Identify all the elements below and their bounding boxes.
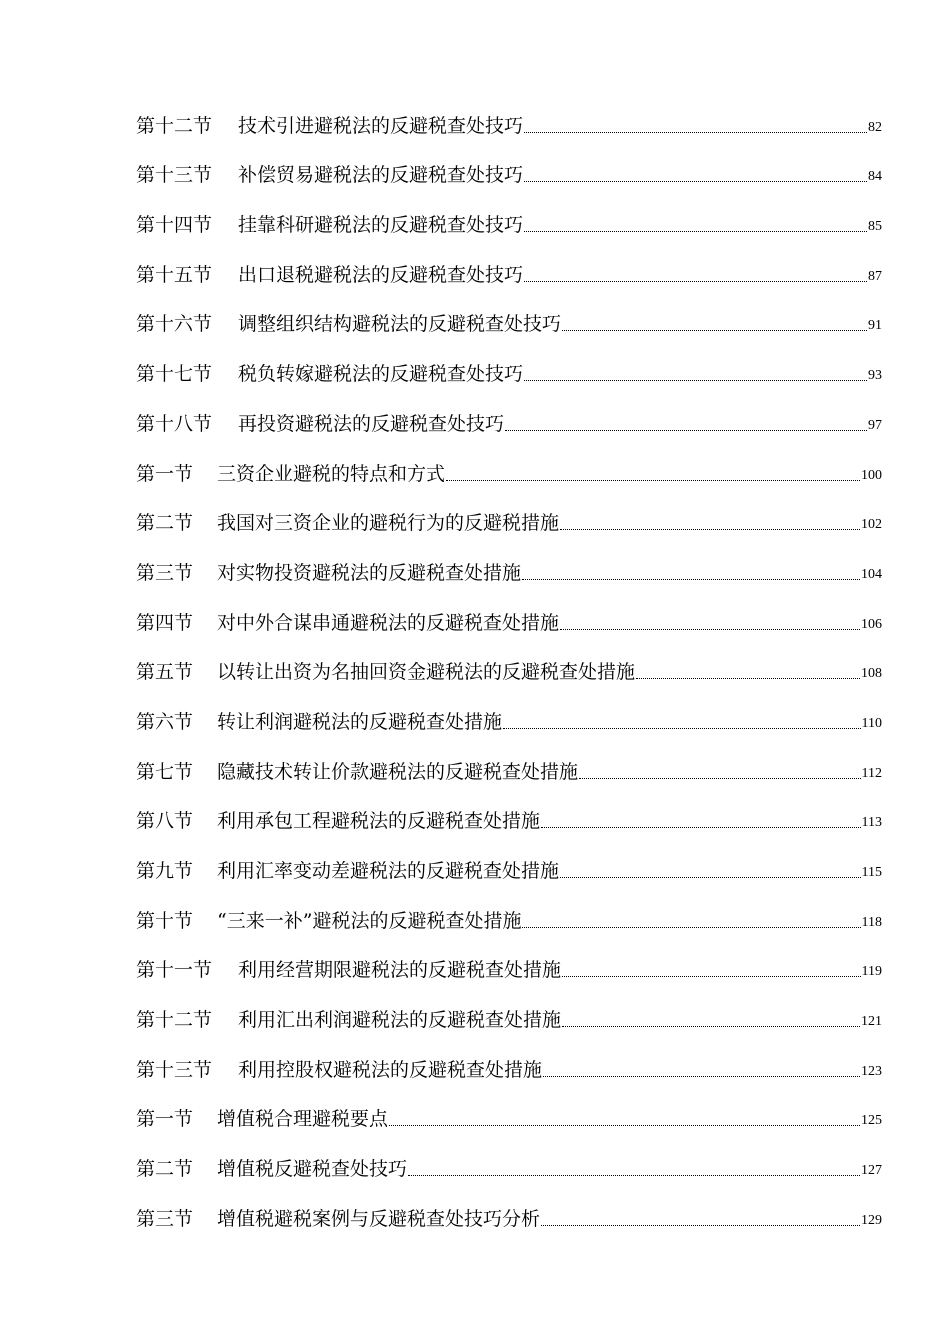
toc-section-title: 增值税避税案例与反避税查处技巧分析 xyxy=(217,1207,541,1230)
toc-page-number: 100 xyxy=(861,467,882,483)
toc-section-title: 再投资避税法的反避税查处技巧 xyxy=(238,412,505,435)
toc-section-title: 以转让出资为名抽回资金避税法的反避税查处措施 xyxy=(217,661,636,684)
toc-section-number: 第二节 xyxy=(136,512,194,535)
toc-leader-dots xyxy=(541,826,860,828)
table-of-contents xyxy=(136,88,882,1231)
toc-leader-dots xyxy=(524,180,867,182)
toc-leader-dots xyxy=(562,975,860,977)
toc-leader-dots xyxy=(562,329,867,331)
toc-page-number: 113 xyxy=(861,815,882,831)
toc-page-number: 102 xyxy=(861,517,882,533)
toc-section-title: 转让利润避税法的反避税查处措施 xyxy=(217,710,503,733)
toc-section-title: 增值税反避税查处技巧 xyxy=(217,1158,408,1181)
toc-entry[interactable] xyxy=(136,535,882,585)
toc-leader-dots xyxy=(560,528,860,530)
toc-entry[interactable] xyxy=(136,1131,882,1181)
toc-section-number: 第十四节 xyxy=(136,214,213,237)
toc-page-number: 106 xyxy=(861,616,882,632)
toc-leader-dots xyxy=(408,1174,860,1176)
toc-section-title: 三资企业避税的特点和方式 xyxy=(217,462,446,485)
toc-page-number: 93 xyxy=(868,368,882,384)
toc-section-title: 挂靠科研避税法的反避税查处技巧 xyxy=(238,214,524,237)
toc-entry[interactable] xyxy=(136,784,882,834)
toc-page-number: 123 xyxy=(861,1063,882,1079)
toc-page-number: 127 xyxy=(861,1163,882,1179)
toc-page-number: 129 xyxy=(861,1212,882,1228)
toc-leader-dots xyxy=(503,727,860,729)
toc-section-title: 隐藏技术转让价款避税法的反避税查处措施 xyxy=(217,760,579,783)
toc-section-title: 技术引进避税法的反避税查处技巧 xyxy=(238,114,524,137)
toc-section-title: 对中外合谋串通避税法的反避税查处措施 xyxy=(217,611,560,634)
toc-section-number: 第三节 xyxy=(136,561,194,584)
toc-section-number: 第一节 xyxy=(136,462,194,485)
toc-section-number: 第十三节 xyxy=(136,1058,213,1081)
toc-section-number: 第十一节 xyxy=(136,959,213,982)
toc-section-title: 利用汇率变动差避税法的反避税查处措施 xyxy=(217,860,560,882)
toc-section-title: 对实物投资避税法的反避税查处措施 xyxy=(217,561,522,584)
toc-section-title: “三来一补”避税法的反避税查处措施 xyxy=(217,909,522,932)
toc-entry[interactable] xyxy=(136,138,882,188)
toc-leader-dots xyxy=(579,777,860,779)
toc-section-number: 第八节 xyxy=(136,810,194,833)
toc-section-title: 出口退税避税法的反避税查处技巧 xyxy=(238,263,524,286)
toc-leader-dots xyxy=(562,1025,860,1027)
toc-entry[interactable] xyxy=(136,436,882,486)
toc-entry[interactable] xyxy=(136,1181,882,1231)
toc-entry[interactable] xyxy=(136,287,882,337)
toc-entry[interactable] xyxy=(136,933,882,983)
toc-section-number: 第十节 xyxy=(136,909,194,932)
toc-section-title: 利用控股权避税法的反避税查处措施 xyxy=(238,1058,543,1081)
toc-section-title: 利用经营期限避税法的反避税查处措施 xyxy=(238,959,562,982)
toc-section-number: 第三节 xyxy=(136,1207,194,1230)
toc-section-title: 利用承包工程避税法的反避税查处措施 xyxy=(217,810,541,833)
toc-leader-dots xyxy=(560,876,860,878)
toc-leader-dots xyxy=(522,926,860,928)
toc-section-title: 利用汇出利润避税法的反避税查处措施 xyxy=(238,1009,562,1032)
toc-leader-dots xyxy=(560,628,860,630)
toc-page-number: 118 xyxy=(861,914,882,930)
toc-page-number: 85 xyxy=(868,219,882,235)
toc-section-number: 第十二节 xyxy=(136,1009,213,1032)
toc-entry[interactable] xyxy=(136,684,882,734)
toc-page-number: 119 xyxy=(861,964,882,980)
toc-page-number: 110 xyxy=(861,715,882,731)
toc-section-title: 增值税合理避税要点 xyxy=(217,1108,389,1131)
toc-entry[interactable] xyxy=(136,1082,882,1132)
toc-leader-dots xyxy=(524,230,867,232)
toc-entry[interactable] xyxy=(136,883,882,933)
toc-leader-dots xyxy=(389,1124,860,1126)
toc-entry[interactable] xyxy=(136,734,882,784)
toc-entry[interactable] xyxy=(136,486,882,536)
toc-section-number: 第四节 xyxy=(136,611,194,634)
toc-section-number: 第二节 xyxy=(136,1158,194,1181)
toc-section-number: 第七节 xyxy=(136,760,194,783)
toc-section-number: 第六节 xyxy=(136,710,194,733)
toc-leader-dots xyxy=(543,1075,860,1077)
toc-entry[interactable] xyxy=(136,833,882,883)
toc-page-number: 87 xyxy=(868,268,882,284)
toc-entry[interactable] xyxy=(136,982,882,1032)
toc-leader-dots xyxy=(524,379,867,381)
toc-section-number: 第十三节 xyxy=(136,164,213,187)
toc-page-number: 91 xyxy=(868,318,882,334)
toc-entry[interactable] xyxy=(136,386,882,436)
toc-page-number: 108 xyxy=(861,666,882,682)
toc-section-title: 补偿贸易避税法的反避税查处技巧 xyxy=(238,164,524,187)
toc-section-title: 我国对三资企业的避税行为的反避税措施 xyxy=(217,512,560,535)
toc-leader-dots xyxy=(446,479,860,481)
toc-entry[interactable] xyxy=(136,336,882,386)
toc-entry[interactable] xyxy=(136,1032,882,1082)
toc-leader-dots xyxy=(636,677,860,679)
toc-page-number: 97 xyxy=(868,417,882,433)
toc-leader-dots xyxy=(505,429,867,431)
toc-leader-dots xyxy=(541,1224,860,1226)
toc-leader-dots xyxy=(522,578,860,580)
toc-section-number: 第十八节 xyxy=(136,412,213,435)
toc-page-number: 125 xyxy=(861,1113,882,1129)
toc-section-number: 第十七节 xyxy=(136,363,213,386)
toc-entry[interactable] xyxy=(136,237,882,287)
toc-section-title: 调整组织结构避税法的反避税查处技巧 xyxy=(238,313,562,336)
toc-section-title: 税负转嫁避税法的反避税查处技巧 xyxy=(238,363,524,386)
toc-section-number: 第一节 xyxy=(136,1108,194,1131)
toc-leader-dots xyxy=(524,131,867,133)
toc-section-number: 第十六节 xyxy=(136,313,213,336)
toc-entry[interactable] xyxy=(136,187,882,237)
toc-page-number: 115 xyxy=(861,865,882,880)
toc-page-number: 82 xyxy=(868,119,882,135)
toc-page-number: 112 xyxy=(861,765,882,781)
toc-leader-dots xyxy=(524,280,867,282)
toc-entry[interactable] xyxy=(136,585,882,635)
toc-section-number: 第九节 xyxy=(136,860,194,882)
toc-section-number: 第十五节 xyxy=(136,263,213,286)
toc-page-number: 121 xyxy=(861,1014,882,1030)
toc-section-number: 第五节 xyxy=(136,661,194,684)
toc-entry[interactable] xyxy=(136,635,882,685)
toc-section-number: 第十二节 xyxy=(136,114,213,137)
toc-page-number: 104 xyxy=(861,566,882,582)
toc-entry[interactable] xyxy=(136,88,882,138)
toc-page-number: 84 xyxy=(868,169,882,185)
